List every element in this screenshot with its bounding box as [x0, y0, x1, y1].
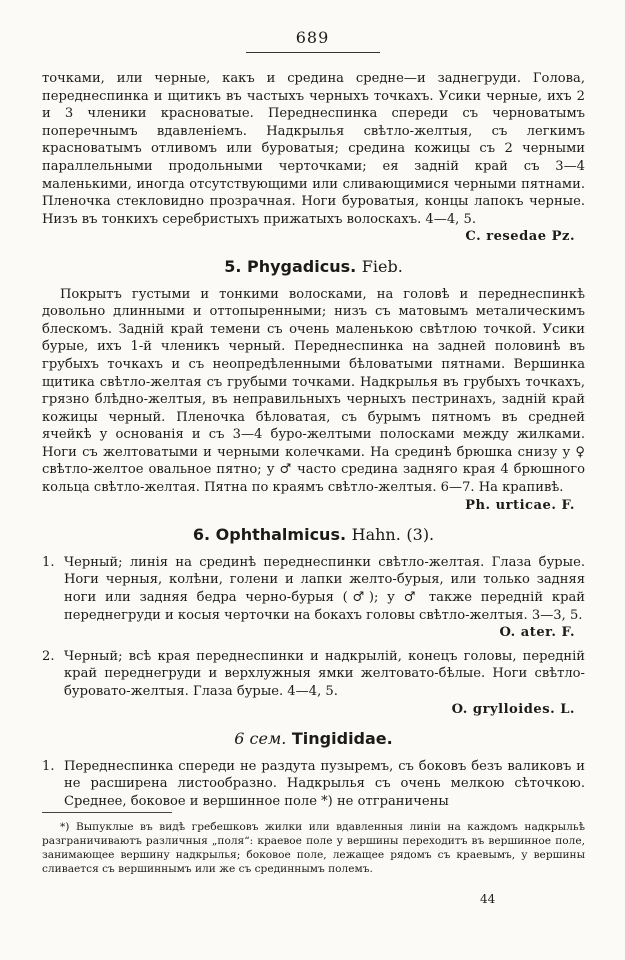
family-name: Tingididae.	[291, 729, 393, 749]
intro-species: C. resedae Pz.	[465, 229, 575, 245]
footnote	[42, 820, 585, 876]
section6-name: Ophthalmicus.	[215, 525, 347, 545]
item-number: 2.	[42, 648, 55, 664]
section6-heading	[42, 526, 585, 544]
family-heading	[42, 730, 585, 748]
footnote-text: *) Выпуклые въ видѣ гребешковъ жилки или вдавленныя линіи на каждомъ надкрыльѣ разграничиваютъ различныя „поля“: краевое поле у вершины переходитъ въ вершинное поле, занимающее вершину надкрылья; боковое поле, лежащее рядомъ съ краевымъ, у вершины сливается съ вершиннымъ или же съ срединнымъ полемъ.	[42, 821, 585, 875]
item-number: 1.	[42, 554, 55, 570]
footnote-rule	[42, 812, 172, 813]
section5-author: Fieb.	[361, 256, 403, 276]
section6-author: Hahn.	[351, 525, 401, 545]
item-number: 1.	[42, 758, 55, 774]
page-number: 689	[295, 28, 330, 47]
section5-species: Ph. urticae. F.	[465, 497, 575, 513]
header-rule	[246, 52, 380, 53]
main-text	[42, 70, 585, 811]
printer-signature: 44	[480, 892, 496, 906]
item-text: Черный; всѣ края переднеспинки и надкрылій, конецъ головы, передній край переднегруди и верхлужныя ямки желтовато-бѣлые. Ноги свѣтло-буровато-желтыя. Глаза бурые. 4—4, 5.	[64, 648, 585, 699]
item-species: O. grylloides. L.	[451, 701, 575, 717]
section6-count: (3).	[406, 525, 435, 545]
intro-paragraph: точками, или черные, какъ и средина средне—и заднегруди. Голова, переднеспинка и щитикъ въ частыхъ черныхъ точкахъ. Усики черные, ихъ 2 и 3 членики красноватые. Переднеспинка спереди съ черноватымъ поперечнымъ вдавленiемъ. Надкрылья свѣтло-желтыя, съ легкимъ красноватымъ отливомъ или буроватыя; средина кожицы съ 2 черными параллельными продольными черточками; ея задній край съ 3—4 маленькими, иногда отсутствующими или сливающимися черными пятнами. Пленочка стекловидно прозрачная. Ноги буроватыя, концы лапокъ черные. Низъ въ тонкихъ серебристыхъ прижатыхъ волоскахъ. 4—4, 5.	[42, 71, 585, 227]
section5-paragraph: Покрытъ густыми и тонкими волосками, на головѣ и переднеспинкѣ довольно длинными и оттопыренными; низъ съ матовымъ металическимъ блескомъ. Задній край темени съ очень маленькою свѣтлою точкой. Усики бурые, ихъ 1-й членикъ черный. Переднеспинка на задней половинѣ въ грубыхъ точкахъ и съ неопредѣленными бѣловатыми пятнами. Вершинка щитика свѣтло-желтая съ грубыми точками. Надкрылья въ грубыхъ точкахъ, грязно блѣдно-желтыя, въ неправильныхъ черныхъ пестринахъ, задній край кожицы черный. Пленочка бѣловатая, съ бурымъ пятномъ въ средней ячейкѣ у основанія и съ 3—4 буро-желтыми полосками между жилками. Ноги съ желтоватыми и черными колечками. На срединѣ брюшка снизу у ♀ свѣтло-желтое овальное пятно; у ♂ часто средина задняго края 4 брюшного кольца свѣтло-желтая. Пятна по краямъ свѣтло-желтыя. 6—7. На крапивѣ.	[42, 286, 585, 496]
list-item	[42, 554, 585, 642]
section5-heading	[42, 258, 585, 276]
item-species: O. ater. F.	[499, 625, 575, 641]
list-item	[42, 758, 585, 811]
family-number: 6 сем.	[234, 729, 287, 749]
item-text: Черный; линія на срединѣ переднеспинки свѣтло-желтая. Глаза бурые. Ноги черныя, колѣни, голени и лапки желто-бурыя, или только задняя ноги или задняя бедра черно-бурыя (♂); у ♂ также передній край переднегруди и косыя черточки на бокахъ головы свѣтло-желтыя. 3—3, 5.	[64, 554, 585, 623]
item-text: Переднеспинка спереди не раздута пузыремъ, съ боковъ безъ валиковъ и не расширена листообразно. Надкрылья съ очень мелкою сѣточкою. Среднее, боковое и вершинное поле *) не отграничены	[64, 758, 585, 809]
section5-number: 5.	[224, 256, 242, 276]
section5-name: Phygadicus.	[246, 256, 357, 276]
list-item	[42, 648, 585, 718]
section6-number: 6.	[192, 525, 211, 545]
